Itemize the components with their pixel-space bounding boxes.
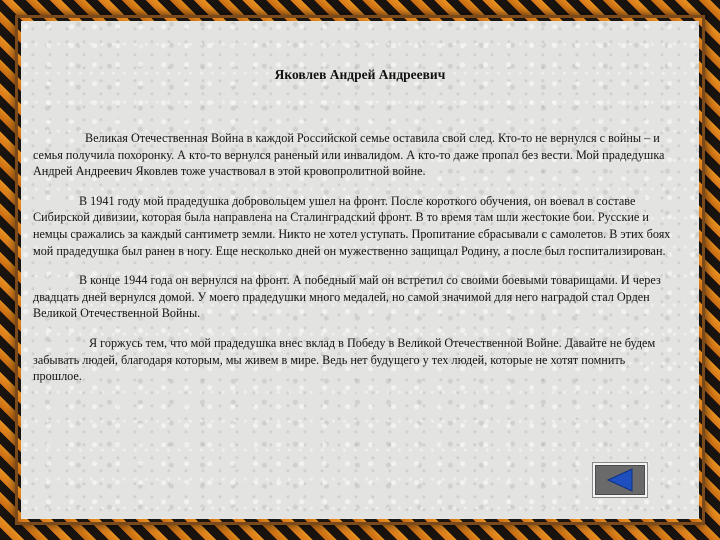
paragraph-1944: В конце 1944 года он вернулся на фронт. А победный май он встретил со своими боевыми товарищами. И через двадцать дней вернулся домой. У моего прадедушки много медалей, но самой значимой для него наградой стал Орден Великой Отечественной Войны. [33, 273, 661, 321]
paragraph-conclusion: Я горжусь тем, что мой прадедушка внес вклад в Победу в Великой Отечественной Войне. Давайте не будем забывать людей, благодаря которым, мы живем в мире. Ведь нет будущего у тех людей, которые не хотят помнить прошлое. [33, 335, 656, 384]
back-button[interactable] [593, 463, 647, 497]
paragraph-intro: Великая Отечественная Война в каждой Российской семье оставила свой след. Кто-то не вернулся с войны – и семья получила похоронку. А кто-то вернулся раненый или инвалидом. А кто-то даже пропал без вести. Мой прадедушка Андрей Андреевич Яковлев тоже участвовал в этой кровопролитной войне. [33, 131, 665, 179]
page-title: Яковлев Андрей Андреевич [274, 67, 446, 82]
content-panel [21, 21, 699, 519]
triangle-left-icon [595, 465, 645, 495]
story-text [33, 130, 673, 398]
paragraph-1941: В 1941 году мой прадедушка добровольцем ушел на фронт. После короткого обучения, он воевал в составе Сибирской дивизии, которая была направлена на Сталинградский фронт. В то время там шли жестокие бои. Русские и немцы сражались за каждый сантиметр земли. Никто не хотел уступать. Пропитание сбрасывали с самолетов. В этих боях мой прадедушка был ранен в ногу. Еще несколько дней он мужественно защищал Родину, а после был госпитализирован. [33, 193, 671, 258]
